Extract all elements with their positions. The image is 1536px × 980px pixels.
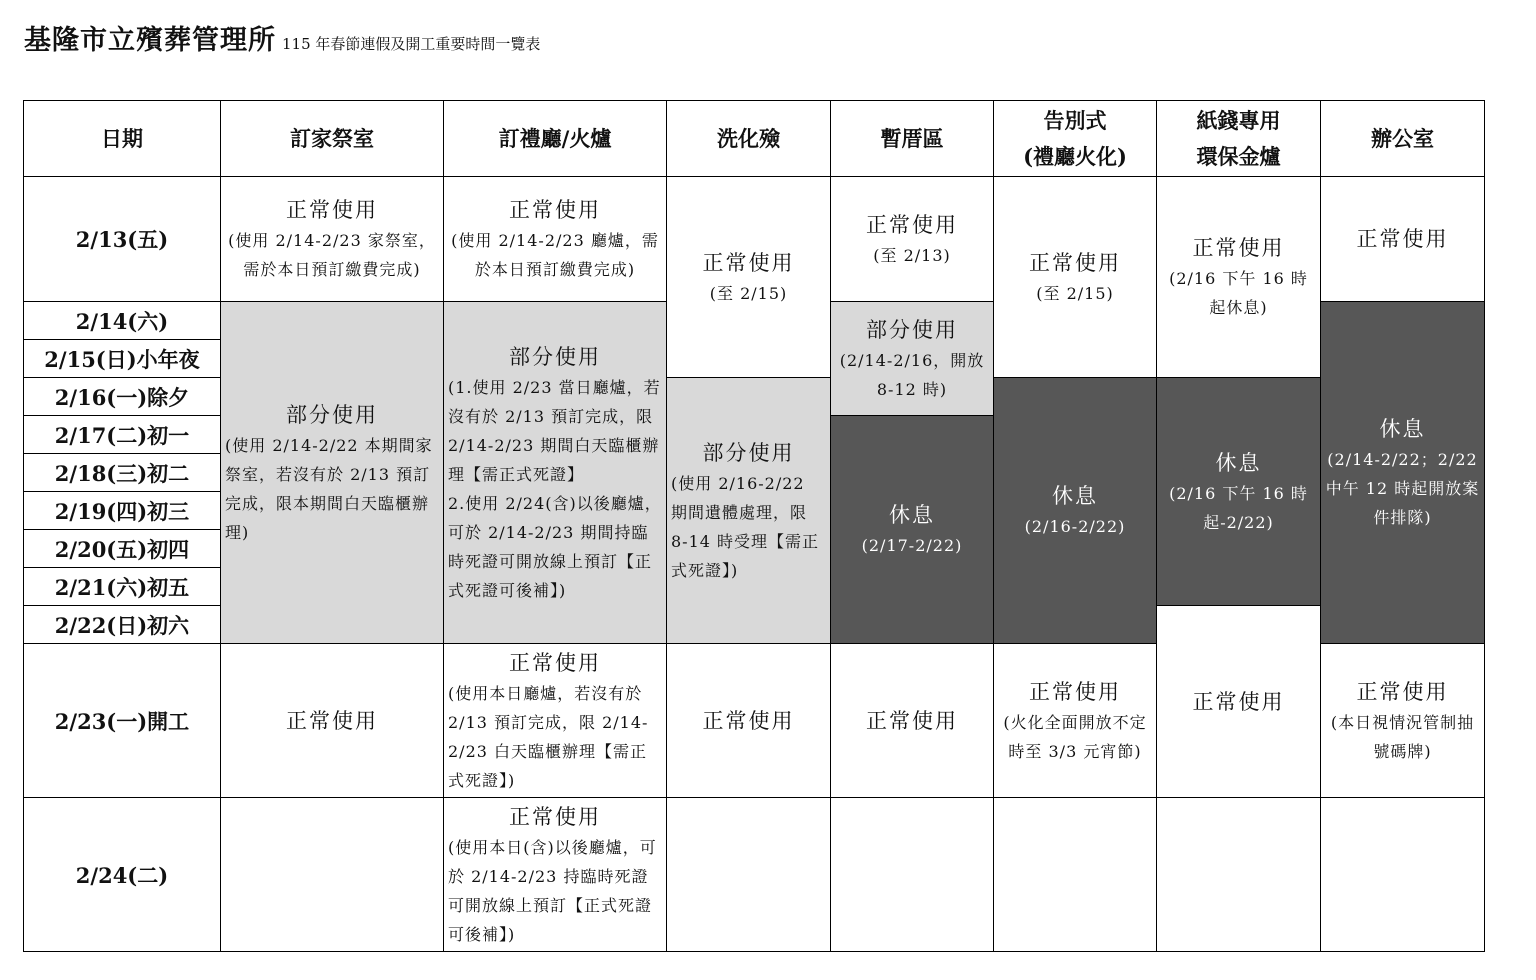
farewell-0223-cell (994, 644, 1157, 798)
date-cell: 2/24(二) (24, 798, 221, 952)
status-text: 休息 (1052, 484, 1098, 508)
farewell-rest-cell (994, 378, 1157, 644)
wash-partial-cell (667, 378, 831, 644)
note-text: (使用 2/14-2/23 廳爐，需於本日預訂繳費完成) (451, 231, 659, 279)
note-text: (火化全面開放不定時至 3/3 元宵節) (1003, 712, 1147, 761)
family-0223-cell (221, 644, 444, 798)
status-text: 部分使用 (702, 440, 795, 465)
status-text: 部分使用 (866, 317, 958, 342)
status-text: 休息 (889, 503, 935, 527)
date-cell: 2/20(五)初四 (24, 530, 221, 568)
status-text: 正常使用 (1029, 679, 1121, 704)
status-text: 休息 (1215, 450, 1262, 475)
office-normal-cell (1321, 177, 1485, 302)
col-header-hall-furnace: 訂禮廳/火爐 (444, 101, 667, 177)
col-header-paper-furnace: 紙錢專用 環保金爐 (1157, 101, 1321, 177)
status-text: 正常使用 (1356, 679, 1449, 704)
farewell-normal-cell (994, 177, 1157, 378)
col-header-temp-storage: 暫厝區 (831, 101, 994, 177)
note-text: (使用 2/16-2/22 期間遺體處理，限 8-14 時受理【需正式死證】) (671, 473, 820, 580)
date-cell: 2/23(一)開工 (24, 644, 221, 798)
status-text: 正常使用 (286, 708, 378, 733)
col-header-office: 辦公室 (1321, 101, 1485, 177)
note-text: (1.使用 2/23 當日廳爐，若沒有於 2/13 預訂完成，限 2/14-2/23 期間白天臨櫃辦理【需正式死證】 2.使用 2/24(含)以後廳爐，可於 2/14-2/23 期間持臨時死證可開放線上預訂【正式死證可後補】) (448, 377, 662, 600)
status-text: 部分使用 (509, 344, 601, 369)
note-text: (2/14-2/16，開放 8-12 時) (839, 350, 985, 399)
status-text: 正常使用 (509, 198, 601, 222)
status-text: 正常使用 (1356, 227, 1449, 251)
note-text: (2/16 下午 16 時起休息) (1169, 269, 1308, 317)
empty-cell (667, 798, 831, 952)
status-text: 正常使用 (286, 198, 378, 222)
note-text: (2/16-2/22) (1024, 517, 1126, 536)
date-cell: 2/16(一)除夕 (24, 378, 221, 416)
hall-partial-cell (444, 302, 667, 644)
furnace-after-cell (1157, 606, 1321, 798)
furnace-normal-cell (1157, 177, 1321, 378)
status-text: 正常使用 (1192, 236, 1285, 260)
wash-normal-cell (667, 177, 831, 378)
status-text: 正常使用 (509, 650, 601, 675)
status-text: 部分使用 (286, 402, 378, 427)
temp-partial-cell (831, 302, 994, 416)
status-text: 休息 (1379, 417, 1426, 441)
temp-rest-cell (831, 416, 994, 644)
date-cell: 2/19(四)初三 (24, 492, 221, 530)
col-header-date: 日期 (24, 101, 221, 177)
family-normal-cell (221, 177, 444, 302)
col-header-farewell: 告別式 (禮廳火化) (994, 101, 1157, 177)
note-text: (2/16 下午 16 時起-2/22) (1169, 483, 1308, 532)
document-title (24, 18, 540, 57)
status-text: 正常使用 (866, 708, 958, 733)
empty-cell (1321, 798, 1485, 952)
date-cell: 2/21(六)初五 (24, 568, 221, 606)
schedule-table (23, 100, 1485, 952)
col-header-washing: 洗化殮 (667, 101, 831, 177)
note-text: (2/17-2/22) (861, 536, 963, 555)
table-row (24, 798, 1485, 952)
page-subtitle: 115 年春節連假及開工重要時間一覽表 (282, 35, 541, 53)
empty-cell (221, 798, 444, 952)
date-cell: 2/17(二)初一 (24, 416, 221, 454)
page-title: 基隆市立殯葬管理所 (24, 25, 276, 56)
empty-cell (994, 798, 1157, 952)
hall-0223-cell (444, 644, 667, 798)
hall-0224-cell (444, 798, 667, 952)
date-cell: 2/13(五) (24, 177, 221, 302)
status-text: 正常使用 (866, 212, 958, 237)
note-text: (使用 2/14-2/22 本期間家祭室，若沒有於 2/13 預訂完成，限本期間白天臨櫃辦理) (225, 435, 433, 542)
status-text: 正常使用 (509, 804, 601, 829)
hall-normal-cell (444, 177, 667, 302)
note-text: (2/14-2/22；2/22 中午 12 時起開放案件排隊) (1325, 450, 1480, 527)
temp-normal-cell (831, 177, 994, 302)
furnace-rest-cell (1157, 378, 1321, 606)
note-text: (本日視情況管制抽號碼牌) (1330, 712, 1475, 761)
header-row (24, 101, 1485, 177)
wash-0223-cell (667, 644, 831, 798)
status-text: 正常使用 (1192, 689, 1285, 714)
temp-0223-cell (831, 644, 994, 798)
empty-cell (831, 798, 994, 952)
date-cell: 2/18(三)初二 (24, 454, 221, 492)
date-cell: 2/15(日)小年夜 (24, 340, 221, 378)
note-text: (使用 2/14-2/23 家祭室，需於本日預訂繳費完成) (228, 231, 436, 279)
note-text: (至 2/13) (873, 245, 951, 265)
note-text: (使用本日廳爐，若沒有於 2/13 預訂完成，限 2/14-2/23 白天臨櫃辦理【需正式死證】) (448, 683, 649, 790)
status-text: 正常使用 (1029, 250, 1121, 275)
empty-cell (1157, 798, 1321, 952)
note-text: (至 2/15) (1036, 283, 1114, 303)
family-partial-cell (221, 302, 444, 644)
status-text: 正常使用 (702, 250, 795, 275)
status-text: 正常使用 (702, 708, 795, 733)
date-cell: 2/22(日)初六 (24, 606, 221, 644)
date-cell: 2/14(六) (24, 302, 221, 340)
note-text: (使用本日(含)以後廳爐，可於 2/14-2/23 持臨時死證可開放線上預訂【正式死證可後補】) (448, 837, 657, 944)
table-row (24, 177, 1485, 302)
office-rest-cell (1321, 302, 1485, 644)
note-text: (至 2/15) (709, 283, 788, 303)
col-header-family-room: 訂家祭室 (221, 101, 444, 177)
office-0223-cell (1321, 644, 1485, 798)
